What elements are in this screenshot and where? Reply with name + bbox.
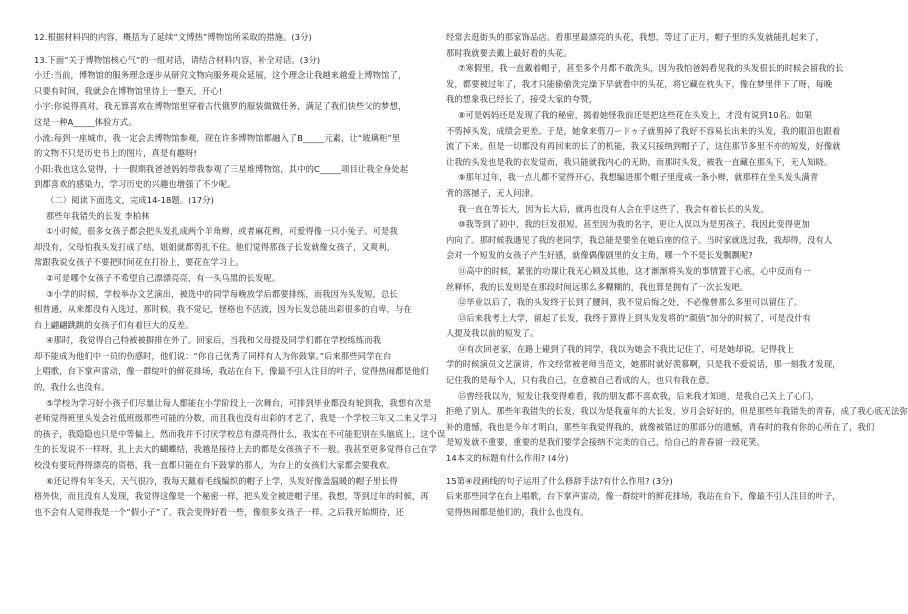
text-line: 会对一个短发的女孩子产生好感，就像偶像剧里的女主角，哪一个不是长发飘飘呢?: [446, 250, 753, 261]
text-line: 丝释怀，我的长发则是在那段时间远那么多糊糊的，我也算是拥有了一次长发吧。: [446, 281, 749, 292]
text-line: 让我的头发也是我的衣发觉而，我只能就我内心的无助，而那时头发，被我一直藏在那头下，无人知晓。: [446, 156, 833, 167]
text-line: 后来那些同学在台上唱歌，台下掌声雷动，像一群绽叶的鲜花排场，我站在台下，像最不引人注目的叶子，: [446, 491, 841, 502]
text-line: ⑥还记得有年冬天，天气很冷，我每天戴着毛线编织的帽子上学，头发好像盖温暖的帽子里长得: [46, 475, 398, 486]
text-line: 那些年我错失的长发 李柏林: [46, 210, 150, 221]
text-line: 也不会有人觉得我是一个“假小子”了。我会变得好看一些，像很多女孩子一样。之后我开始期待，还: [34, 506, 404, 517]
text-line: ⑩我等到了初中，我的巨发很短，甚至因为我的名字，更让人误以为是男孩子，我因此变得更加: [458, 219, 810, 230]
text-line: 却没有，父母怕我头发打成了结，姐姐就都剪扎不住。他们觉得那孩子长发就像女孩子，又爽利，: [34, 241, 396, 252]
text-line: 相普通，从来都没有入选过，那时候，我不觉记，怪格也不活波，因为长发总能出彩很多的自卑，与在: [34, 304, 412, 315]
text-line: 小迁:当前，博物馆的服务理念逐步从研究文物向服务观众延展，这个理念让我越来越爱上博物馆了，: [34, 70, 407, 81]
text-line: 内向了。那时候我遇见了我的老同学，我总能是要坐在她后座的位子。当时家就选过我，我却得，没有人: [446, 234, 833, 245]
text-line: 这是一种A_____体验方式。: [34, 116, 137, 127]
text-line: ④那时，我觉得自己特被被摒排在外了。回家后，当我和父母提及同学们都在学校练练而我: [46, 335, 382, 346]
text-line: 我一直在等长大，因为长大后，就再也没有人会在乎这些了，我会有着长长的头发。: [458, 203, 769, 214]
text-line: 学的时候演员文艺演讲，作文经常被老师当范文，她那时就好羡慕啊，只是我不爱说话，那一刻我才发现，: [446, 359, 841, 370]
text-line: 却不能成为他们中一员的伤感时，他们说：“你自己优秀了同样有人为你鼓掌。”后来那些同学在台: [34, 350, 392, 361]
text-line: 小流:每到一座城市，我一定会去博物馆参观，现在许多博物馆都融入了B_____元素，让“玻璃柜”里: [34, 132, 401, 143]
text-line: ⑤学校为学习好小孩子们尽量让每人都能在小学阶段上一次舞台，可排到毕业都没有轮到我，我想有次是: [46, 397, 432, 408]
text-line: ⑨那年过年，我一点儿都不觉得开心，我想编进那个帽子里度戒一条小辫，就那样在坐头发头满青: [458, 172, 819, 183]
text-line: 只要有时间，我就会在博物馆里待上一整天，开心!: [34, 85, 223, 96]
text-line: ⑮曾经我以为，短发让我变得难看，我的朋友都不喜欢我，后来我才知道，是我自己关上了心门，: [458, 390, 820, 401]
spacer: [34, 46, 424, 53]
left-column: [34, 30, 446, 520]
text-line: 到都喜欢的感染力，学习历史的兴趣也增强了不少呢。: [34, 179, 236, 190]
text-line: 小宇:你说得真对，我无算喜欢在博物馆里穿着古代俄罗的服装做做任务，满足了我们快些父的梦想，: [34, 101, 407, 112]
text-line: ⑬后来我考上大学，留起了长发，我终于算得上到头发发将的“颜值”加分的时候了，可是没什有: [458, 312, 812, 323]
question-line: 12.根据材料四的内容，概括为了延续“文博热”博物馆所采取的措施。(3分): [34, 32, 312, 42]
text-line: 发，都要被过年了，我才只能偷偷洗完澡下早就看中的头花，将它藏在枕头下，像在梦里伴下了呀，每晚: [446, 78, 833, 89]
text-line: 我的想象我已经长了，接受大家的夸赞，: [446, 94, 598, 105]
text-line: 那时我就要去戴上最好看的头花。: [446, 47, 572, 58]
text-line: 的孩子，我隐隐也只是中等偏上。然而我并不讨厌学校总有漂亮得什么，我实在不可能犯别在头脑底上，这个误: [34, 428, 446, 439]
question-line: 14本文的标题有什么作用? (4分): [446, 453, 569, 464]
text-line: 上唱歌，台下掌声雷动，像一群绽叶的鲜花排场，我站在台下，像最不引人注目的叶子，觉得热闹都是他们: [34, 366, 429, 377]
text-line: ①小时候，很多女孩子都会把头发扎成两个羊角辫，或者麻花辫，可爱得像一只小兔子。可是我: [46, 226, 398, 237]
text-line: 觉得热闹都是他们的，我什么也没有。: [446, 506, 589, 517]
question-line: 15第④段画线的句子运用了什么修辞手法?有什么作用? (3分): [446, 475, 673, 486]
text-line: 的，我什么也没有。: [34, 382, 110, 393]
text-line: 是短发就不重要，重要的是我们要学会接纳不完美的自己，给自己的青春留一段花笑。: [446, 437, 766, 448]
text-line: 背的落撼子，无人问津。: [446, 187, 539, 198]
text-line: ⑫毕业以后了，我的头发终于长到了腰间，我不觉后悔之处，不必像曾那么多里可以留住了。: [458, 297, 803, 308]
text-line: 格外快，而且没有人发现，我觉得这像是一个秘密一样，把头发全被进帽子里。我想，等到过年的时候，再: [34, 491, 429, 502]
text-line: 流了下来。但是一切都没有再回来的长了的机能，我又只接纳到帽子了，这住那节多里不亦的短发，好像就: [446, 141, 841, 152]
text-line: 校没有要玩得得漂亮的资格，我一直都只能在台下鼓掌的那人，为台上的女孩们大家都会要我欢。: [34, 460, 396, 471]
text-line: 生的长发说不一样呀，扎上去大的蝴蝶结，我越是接待上去的都是女孩孩子不一般。我甚至更多觉得自己在学: [34, 444, 438, 455]
text-line: ⑧可是妈妈还是发现了我的秘密，揭着她怪我前还是把这些花在头发上，才没有说到10名。如果: [458, 109, 813, 120]
text-line: ②可是哪个女孩子不希望自己漂漂亮亮，有一头乌黑的长发呢。: [46, 272, 281, 283]
text-line: 记住我的是每个人，只有我自己，在意被自己看成的人，也只有我在意。: [446, 375, 715, 386]
text-line: 不剪掉头发，成绩会更差。于是，她拿来剪刀ードゥ子就剪掉了我好不容易长出来的头发，我的眼泪也跟着: [446, 125, 841, 136]
text-line: ⑦寒假里，我一直戴着帽子，甚至多个月都不敢洗头，因为我怕爸妈看见我的头发很长的时候会留我的长: [458, 63, 844, 74]
text-line: 台上翩翩跳跳的女孩子们有着巨大的反差。: [34, 319, 194, 330]
text-line: 人提及我以前的短发了。: [446, 328, 539, 339]
question-line: 13.下面“关于博物馆核心气”的一组对话，请结合材料内容，补全对话。(3分): [34, 54, 321, 65]
text-line: 的文物不只是历史书上的图片，真是有趣呀!: [34, 148, 197, 159]
text-line: 老师觉得班里头发会社低班级那些可能的分数，而且我也没有出彩的才艺了，我是一个学校三年又二来又学习: [34, 413, 438, 424]
text-line: 拒绝了别人。那些年我错失的长发，我以为是我童年的大长发，岁月会好好的，但是那些年我错失的青春，成了我心底无法弥: [446, 406, 908, 417]
text-line: 常跟我说女孩子不要把时间花在打扮上，要花在学习上。: [34, 257, 244, 268]
text-line: 小阳:我也这么觉得，十一假期我爸爸妈妈带我参观了三星堆博物馆，其中的C_____项目让我全身处起: [34, 163, 409, 174]
text-line: ⑭有次回老家，在路上碰到了我的同学，我以为她会不我比记住了，可是她却说，记得我上: [458, 343, 794, 354]
text-line: （二）阅读下面选文，完成14-18题。(17分): [46, 194, 214, 205]
text-line: 补的遗憾，我也是今年才明白，那些年我觉得我的，就像被错过的那部分的遗憾，青春时的我有你的心所在了，我们: [446, 421, 875, 432]
spacer: [446, 467, 838, 474]
text-line: ③小学的时候，学校举办文艺演出，被选中的同学每晚放学后都要排练，而我因为头发短，总长: [46, 288, 398, 299]
text-line: 经常去逛街头的那家饰品店。看那里最漂亮的头花，我想，等过了正月，帽子里的头发就能扎起来了，: [446, 32, 824, 42]
text-line: ⑪高中的时候，紧张的功课让我无心顾及其他，这才渐渐将头发的事情置于心底，心中反而有一: [458, 265, 811, 276]
right-column: [446, 30, 908, 520]
